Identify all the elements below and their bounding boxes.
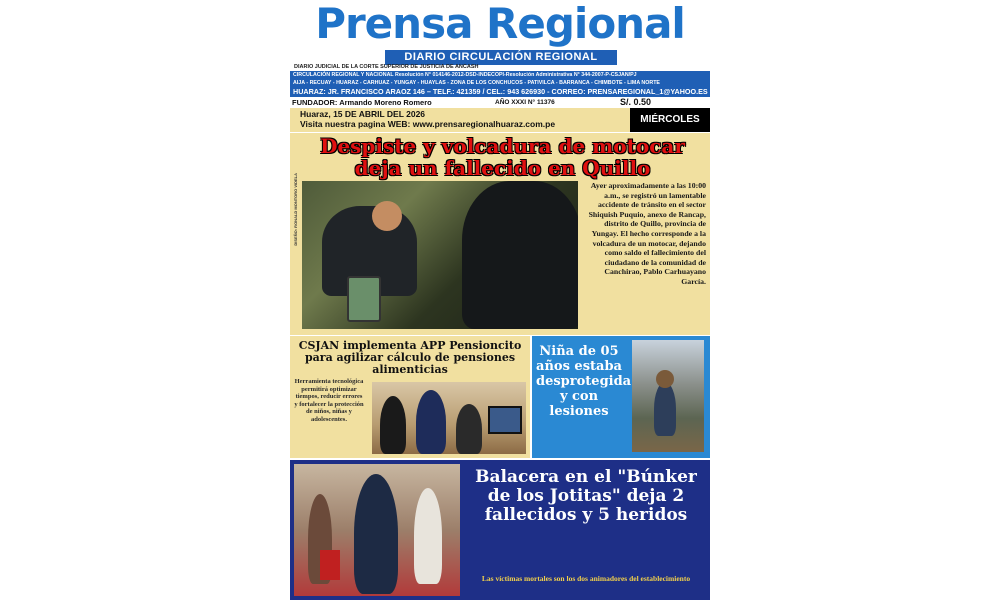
weekday-badge: MIÉRCOLES — [630, 108, 710, 132]
masthead — [290, 0, 710, 48]
red-chair-shape — [320, 550, 340, 580]
judicial-line: DIARIO JUDICIAL DE LA CORTE SUPERIOR DE JUSTICIA DE ANCASH — [294, 64, 479, 70]
address-strip: HUARAZ: JR. FRANCISCO ARAOZ 146 – TELF.: 421359 / CEL.: 943 626930 - CORREO: PRENSAREGIONAL_1@YAHOO.ES — [290, 87, 710, 97]
balacera-headline[interactable]: Balacera en el "Búnker de los Jotitas" deja 2 fallecidos y 5 heridos — [475, 467, 697, 525]
date-web-row — [290, 108, 710, 132]
secondary-stories — [290, 336, 710, 458]
person-shape — [380, 396, 406, 454]
person-shape — [456, 404, 482, 454]
monitor-shape — [488, 406, 522, 434]
person-shape — [416, 390, 446, 454]
founder-label: FUNDADOR: Armando Moreno Romero — [292, 98, 432, 107]
main-headline[interactable]: Despiste y volcadura de motocar deja un fallecido en Quillo — [320, 134, 685, 180]
main-story[interactable] — [290, 133, 710, 335]
child-head-shape — [656, 370, 674, 388]
pension-photo — [372, 382, 526, 454]
pension-body: Herramienta tecnológica permitirá optimizar tiempos, reducir errores y fortalecer la protección de niños, niñas y adolescentes. — [294, 378, 364, 423]
main-story-body: Ayer aproximadamente a las 10:00 a.m., se registró un lamentable accidente de tránsito en el sector Shiquish Puquio, anexo de Rancap, distrito de Quillo, provincia de Yungay. El hecho corresponde a la volcadura de un motocar, dejando como saldo el fallecimiento del ciudadano de la comunidad de Canchirao, Pablo Carhuayano García. — [588, 181, 706, 286]
issue-date: Huaraz, 15 DE ABRIL DEL 2026 — [300, 109, 426, 119]
pension-headline[interactable]: CSJAN implementa APP Pensioncito para agilizar cálculo de pensiones alimenticias — [298, 339, 522, 376]
cities-strip: AIJA - RECUAY - HUARAZ - CARHUAZ - YUNGAY - HUAYLAS - ZONA DE LOS CONCHUCOS - PATIVILCA - BARRANCA - CHIMBOTE - LIMA NORTE — [290, 79, 710, 87]
person-shape — [354, 474, 398, 594]
nina-headline[interactable]: Niña de 05 años estaba desprotegida y con lesiones — [536, 344, 632, 419]
nina-story[interactable] — [532, 336, 710, 458]
child-figure — [654, 382, 676, 436]
circulation-strip: CIRCULACIÓN REGIONAL Y NACIONAL Resolución N° 014146-2012-DSD-INDECOPI-Resolución Administrativa N° 344-2007-P-CSJAN/PJ — [290, 71, 710, 79]
design-credit: DISEÑO: RONALD MONTORO VIDELA — [293, 173, 298, 246]
founder-row — [290, 97, 710, 108]
website-line: Visita nuestra pagina WEB: www.prensaregionalhuaraz.com.pe — [300, 119, 556, 129]
newspaper-front-page — [290, 0, 710, 600]
face-shape — [372, 201, 402, 231]
nina-photo — [632, 340, 704, 452]
price-label: S/. 0.50 — [620, 97, 652, 107]
balacera-sub: Las víctimas mortales son los dos animadores del establecimiento — [481, 574, 691, 583]
pension-story[interactable] — [290, 336, 530, 458]
newspaper-title: Prensa Regional — [315, 0, 685, 48]
main-story-photo — [302, 181, 578, 329]
edition-number: AÑO XXXI N° 11376 — [495, 99, 555, 106]
phone-shape — [347, 276, 381, 322]
balacera-photo — [294, 464, 460, 596]
police-figure — [462, 181, 578, 329]
subtitle-bar: DIARIO CIRCULACIÓN REGIONAL — [385, 50, 617, 65]
balacera-story[interactable] — [290, 460, 710, 600]
person-shape — [414, 488, 442, 584]
